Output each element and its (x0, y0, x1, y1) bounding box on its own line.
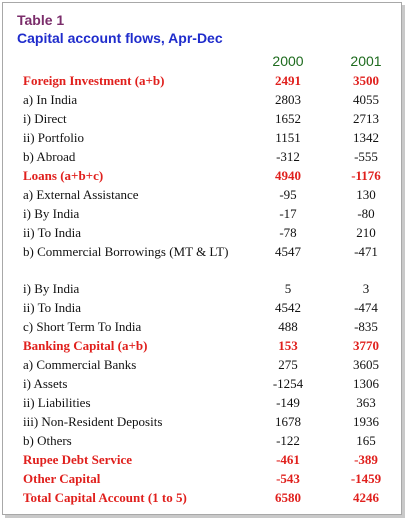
table-row (3, 204, 401, 223)
value-2000: -17 (279, 206, 297, 221)
row-label: Loans (a+b+c) (23, 168, 104, 183)
row-label: b) Abroad (23, 149, 76, 164)
column-header-2000: 2000 (272, 53, 304, 69)
value-2000: 4547 (275, 244, 301, 259)
value-2000: 5 (284, 281, 292, 296)
value-2001: 4246 (353, 490, 379, 505)
row-label: c) Short Term To India (23, 319, 142, 334)
table-section-row (3, 166, 401, 185)
value-2000: 153 (278, 338, 298, 353)
value-2000: 1652 (275, 111, 301, 126)
row-label: iii) Non-Resident Deposits (23, 414, 163, 429)
row-label: ii) Portfolio (23, 130, 85, 145)
table-row (3, 147, 401, 166)
table-row (3, 128, 401, 147)
value-2001: 165 (356, 433, 376, 448)
row-label: i) By India (23, 281, 80, 296)
row-label: Banking Capital (a+b) (23, 338, 148, 353)
value-2000: 2491 (275, 73, 301, 88)
value-2000: 6580 (275, 490, 301, 505)
row-label: i) Direct (23, 111, 67, 126)
value-2000: -149 (276, 395, 300, 410)
table-row (3, 242, 401, 261)
value-2001: -80 (357, 206, 375, 221)
table-row (3, 223, 401, 242)
value-2000: 275 (278, 357, 298, 372)
table-caption: Capital account flows, Apr-Dec (17, 30, 223, 46)
value-2001: 1936 (353, 414, 379, 429)
row-label: i) By India (23, 206, 80, 221)
value-2001: 210 (356, 225, 376, 240)
row-label: a) In India (23, 92, 78, 107)
value-2001: 3770 (353, 338, 379, 353)
value-2001: 3500 (353, 73, 379, 88)
value-2000: 2803 (275, 92, 301, 107)
table-row (3, 109, 401, 128)
column-header-2001: 2001 (350, 53, 382, 69)
row-label: ii) Liabilities (23, 395, 91, 410)
row-label: Rupee Debt Service (23, 452, 133, 467)
table-row (3, 412, 401, 431)
table-frame (2, 2, 402, 515)
table-section-row (3, 336, 401, 355)
value-2001: 1342 (353, 130, 379, 145)
table-row (3, 431, 401, 450)
row-label: Foreign Investment (a+b) (23, 73, 165, 88)
value-2000: -312 (276, 149, 300, 164)
table-row (3, 298, 401, 317)
value-2001: 3 (362, 281, 370, 296)
table-section-row (3, 450, 401, 469)
table-body (3, 71, 401, 507)
value-2000: 488 (278, 319, 298, 334)
row-label: a) External Assistance (23, 187, 139, 202)
row-label: i) Assets (23, 376, 68, 391)
value-2001: -1176 (351, 168, 381, 183)
value-2000: -1254 (272, 376, 304, 391)
value-2000: -78 (279, 225, 297, 240)
value-2001: -471 (354, 244, 378, 259)
table-spacer-row (3, 261, 401, 279)
value-2001: -555 (354, 149, 378, 164)
table-number: Table 1 (17, 12, 65, 28)
value-2000: -95 (279, 187, 297, 202)
table-row (3, 393, 401, 412)
value-2001: -835 (354, 319, 378, 334)
row-label: a) Commercial Banks (23, 357, 137, 372)
table-row (3, 90, 401, 109)
value-2000: 4542 (275, 300, 301, 315)
value-2001: -474 (354, 300, 378, 315)
table-row (3, 317, 401, 336)
row-label: b) Commercial Borrowings (MT & LT) (23, 244, 229, 259)
table-section-row (3, 488, 401, 507)
table-row (3, 355, 401, 374)
table-section-row (3, 469, 401, 488)
row-label: Other Capital (23, 471, 101, 486)
value-2001: 130 (356, 187, 376, 202)
value-2001: 4055 (353, 92, 379, 107)
table-row (3, 279, 401, 298)
value-2001: 2713 (353, 111, 379, 126)
value-2000: 4940 (275, 168, 301, 183)
table-row (3, 374, 401, 393)
row-label: b) Others (23, 433, 72, 448)
value-2000: 1678 (275, 414, 301, 429)
value-2001: 1306 (353, 376, 379, 391)
value-2000: 1151 (275, 130, 301, 145)
value-2000: -461 (276, 452, 300, 467)
value-2000: -543 (276, 471, 300, 486)
value-2001: -389 (354, 452, 378, 467)
row-label: Total Capital Account (1 to 5) (23, 490, 187, 505)
table-row (3, 185, 401, 204)
row-label: ii) To India (23, 300, 82, 315)
value-2000: -122 (276, 433, 300, 448)
value-2001: -1459 (350, 471, 382, 486)
value-2001: 363 (356, 395, 376, 410)
table-section-row (3, 71, 401, 90)
row-label: ii) To India (23, 225, 82, 240)
value-2001: 3605 (353, 357, 379, 372)
